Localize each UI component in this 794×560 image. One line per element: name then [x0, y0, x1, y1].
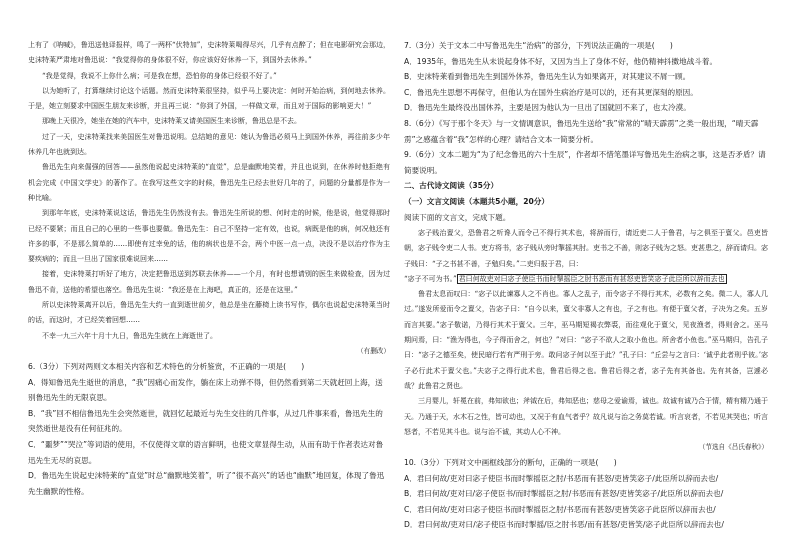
question-10 — [404, 455, 768, 533]
reading-instruction: 阅读下面的文言文，完成下题。 — [404, 213, 511, 223]
passage-paragraph: 那晚上天很冷，她坐在她的汽车中，史沫特莱又请美国医生来诊断，鲁迅总是不去。 — [42, 117, 301, 126]
question-6-option-c: C．“噩梦”“哭泣”等词语的使用，不仅使得文章的语言鲜明，也使文章显得生动，从而有助于作者表达对鲁迅先生无尽的哀思。 — [28, 439, 384, 465]
boxed-sentence: 君曰何故吏对曰宓子使臣书而时掣摇臣之肘书恶而有甚怒吏皆笑宓子此臣所以辞而去也 — [458, 274, 725, 283]
passage-paragraph: 过了一天，史沫特莱找来美国医生对鲁迅说明。总结她的意见：她认为鲁迅必须马上到国外休养，再往前多少年休养几年也就到达。 — [28, 132, 390, 157]
question-7-option-d: D．鲁迅先生最终没出国休养，主要是因为他认为一旦出了国就回不来了，也太冷漠。 — [404, 103, 691, 113]
classical-paragraph: 宓子贱治亶父，恐鲁君之听谗人而令己不得行其术也，将辞而行，请近吏二人于鲁君，与之俱至于亶父。邑吏皆朝，宓子贱令吏二人书。吏方将书，宓子贱从旁时掣摇其肘。吏书之不善，则宓子贱为之怒。吏甚患之，辞而请归。宓子贱曰：“子之书甚不善，子勉归矣。”二吏归报于君，曰： — [404, 228, 768, 268]
question-6-option-a: A．得知鲁迅先生逝世的消息，“我”因痛心而发作，躺在床上动弹不得，但仍然看到第二天就赶回上海，送别鲁迅先生的无限哀思。 — [28, 377, 383, 403]
passage-source: （有删改） — [357, 346, 390, 355]
question-7-option-b: B．史沫特莱看到鲁迅先生到国外休养，鲁迅先生认为如果离开，对其建议不屑一顾。 — [404, 72, 691, 82]
question-9: 9.（6分）文本二题为“为了纪念鲁迅的六十生辰”，作者却不惜笔墨详写鲁迅先生治病之事，这是否矛盾？请简要说明。 — [404, 150, 766, 175]
question-8: 8.（6分）《写于那个冬天》与一文情调意识，鲁迅先生送给“我”常常的“晴天霹雳”之类一般出现，“晴天霹雳”之感蕴含着“我”怎样的心理？请结合文本一简要分析。 — [404, 118, 759, 144]
quote-start: “宓子不可为书。” — [404, 274, 457, 283]
modern-passage — [28, 38, 390, 344]
passage-paragraph: 不幸一九三六年十月十九日，鲁迅先生就在上海逝世了。 — [42, 331, 217, 340]
passage-paragraph: 所以史沫特莱离开以后，鲁迅先生大约一直到逝世前夕，他总是坐在藤椅上读书写作，偶尔也说起史沫特莱当时的话，而这时，才已经笑着回想…… — [28, 301, 390, 325]
classical-passage — [404, 226, 768, 455]
passage-paragraph: 以为她听了，打算继续讨论这个话题。然而史沫特莱很坚持，似乎马上要决定：何时开始治病，到何地去休养。于是，她立刻要求中国医生朋友来诊断，并且再三说：“你到了外国，一样做文章，而且对于国际的影响更大！” — [28, 86, 390, 111]
question-7-option-c: C．鲁迅先生思想不再保守，但他认为在国外生病治疗是可以的，还有其更深刻的原因。 — [404, 87, 698, 97]
question-6-option-d: D．鲁迅先生说起史沫特莱的“直觉”时总“幽默地笑着”，听了“很不高兴”的话也“幽默”地回复，体现了鲁迅先生幽默的性格。 — [28, 471, 385, 496]
classical-paragraph: 鲁君太息而叹曰：“宓子以此谏寡人之不肖也。寡人之乱子，而令宓子不得行其术，必数有之矣。微二人，寡人几过。”遂发所爱而令之亶父，告宓子曰：“自今以来，亶父非寡人之有也，子之有也。有便于亶父者，子决为之矣。五岁而言其要。”宓子敬诺，乃得行其术于亶父。三年，巫马期短褐衣弊裘，而往观化于亶父，见夜渔者，得则舍之。巫马期问焉，曰：“渔为得也，今子得而舍之，何也？”对曰：“宓子不欲人之取小鱼也。所舍者小鱼也。”巫马期归，告孔子曰：“宓子之德至矣，使民暗行若有严刑于旁。敢问宓子何以至于此？”孔子曰：“丘尝与之言曰：‘诚乎此者刑乎彼。’宓子必行此术于亶父也。”夫宓子之得行此术也，鲁君后得之也。鲁君后得之者，宓子先有其备也。先有其备，岂遽必哉？此鲁君之贤也。 — [404, 290, 768, 390]
question-6 — [28, 359, 390, 499]
question-7 — [404, 38, 768, 116]
question-7-stem: 7.（3分）关于文本二中写鲁迅先生“治病”的部分，下列说法正确的一项是( ) — [404, 41, 673, 50]
left-column — [28, 38, 390, 499]
question-10-option-b: B．君曰何故/吏对曰/宓子使臣书/而时掣摇臣之肘/书恶而有甚怒/吏皆笑宓子/此臣所以辞而去也/ — [404, 489, 724, 499]
classical-source: （节选自《吕氏春秋》） — [698, 443, 768, 452]
classical-boxed-line — [404, 272, 768, 287]
question-10-option-a: A．君曰何故/吏对曰宓子使臣书而时掣摇臣之肘/书恶而有甚怒/吏皆笑宓子/此臣所以辞而去也/ — [404, 473, 719, 483]
section-2-heading: 二、古代诗文阅读（35分） — [404, 181, 499, 191]
passage-paragraph: “我是觉得，我说不上你什么病；可是我在想，恐怕你的身体已经很不好了。” — [42, 71, 277, 80]
question-6-option-b: B．“我”回不相信鲁迅先生会突然逝世，就回忆起最近与先生交往的几件事，从过几件事来看，鲁迅先生的突然逝世是没有任何征兆的。 — [28, 408, 383, 434]
right-column — [404, 38, 768, 533]
question-10-stem: 10.（3分）下列对文中画框线部分的断句，正确的一项是( ) — [404, 458, 617, 468]
question-10-option-d: D．君曰何故/吏对曰/宓子使臣书而时掣摇/臣之肘书恶/而有甚怒/吏皆笑/宓子此臣所以辞而去也/ — [404, 520, 724, 530]
question-6-stem: 6.（3分）下列对两则文本相关内容和艺术特色的分析鉴赏，不正确的一项是( ) — [28, 361, 305, 371]
question-7-option-a: A．1935年，鲁迅先生从未说起身体不好，又因为当上了身体不好，他仍精神抖擞地战斗着。 — [404, 56, 718, 66]
classical-paragraph: 三月婴儿，轩冕在前，弗知欲也；斧钺在后，弗知恶也；慈母之爱谕焉，诚也。故诚有诚乃合于情，精有精乃通于天。乃通于天，水木石之性，皆可动也，又况于有血气者乎？故凡说与治之务莫若诚。听言哀者，不若见其哭也；听言怒者，不若见其斗也。说与治不诚，其动人心不神。 — [404, 397, 768, 436]
subsection-heading: （一）文言文阅读（本题共5小题，20分） — [404, 197, 549, 207]
passage-paragraph: 鲁迅先生向来倔强的回答——虽然他说起史沫特莱的“直觉”，总是幽默地笑着，并且也说到，在休养时他拒绝有机会完成《中国文学史》的著作了。在我写这些文字的时候，鲁迅先生已经去世好几年的了，问题的分量都是作为一种比喻。 — [28, 163, 390, 202]
passage-paragraph: 到那年年底，史沫特莱说这话，鲁迅先生仍然没有去。鲁迅先生所说的想、何时走的时候，他是说，他觉得那时已经不要紧；而且自己的心里的一些事也要做。鲁迅先生：自己不坚持一定有效，也说，病既是他的病，何况他还有许多的事，不是那么简单的……即使有过幸免的话，他的病状也是不会，两个中医一点一点，决没不是以治疗作为主要疾病的；而且一旦出了国家很难说回来…… — [28, 209, 390, 264]
question-10-option-c: C．君曰何故/吏对曰宓子使臣书而时掣摇臣之肘/书恶而有甚怒/吏皆笑宓子此臣所以辞而去也/ — [404, 504, 716, 514]
passage-paragraph: 接着，史沫特莱打听好了地方，决定把鲁迅送到苏联去休养——一个月，有时也想请别的医生来做检查，因为过鲁迅不肯，送他的希望也落空。鲁迅先生说：“我还是在上海吧，真正的，还是在这里。” — [28, 270, 390, 294]
passage-paragraph: 上有了《呐喊》，鲁迅送他译报样，鸣了一两杯“伏特加”，史沫特莱喝得尽兴，几乎有点醉了；但在电影研究会那边，史沫特莱严肃地对鲁迅说：“我觉得你的身体很不好，你应该好好休养一下，到国外去休养。” — [28, 41, 390, 65]
